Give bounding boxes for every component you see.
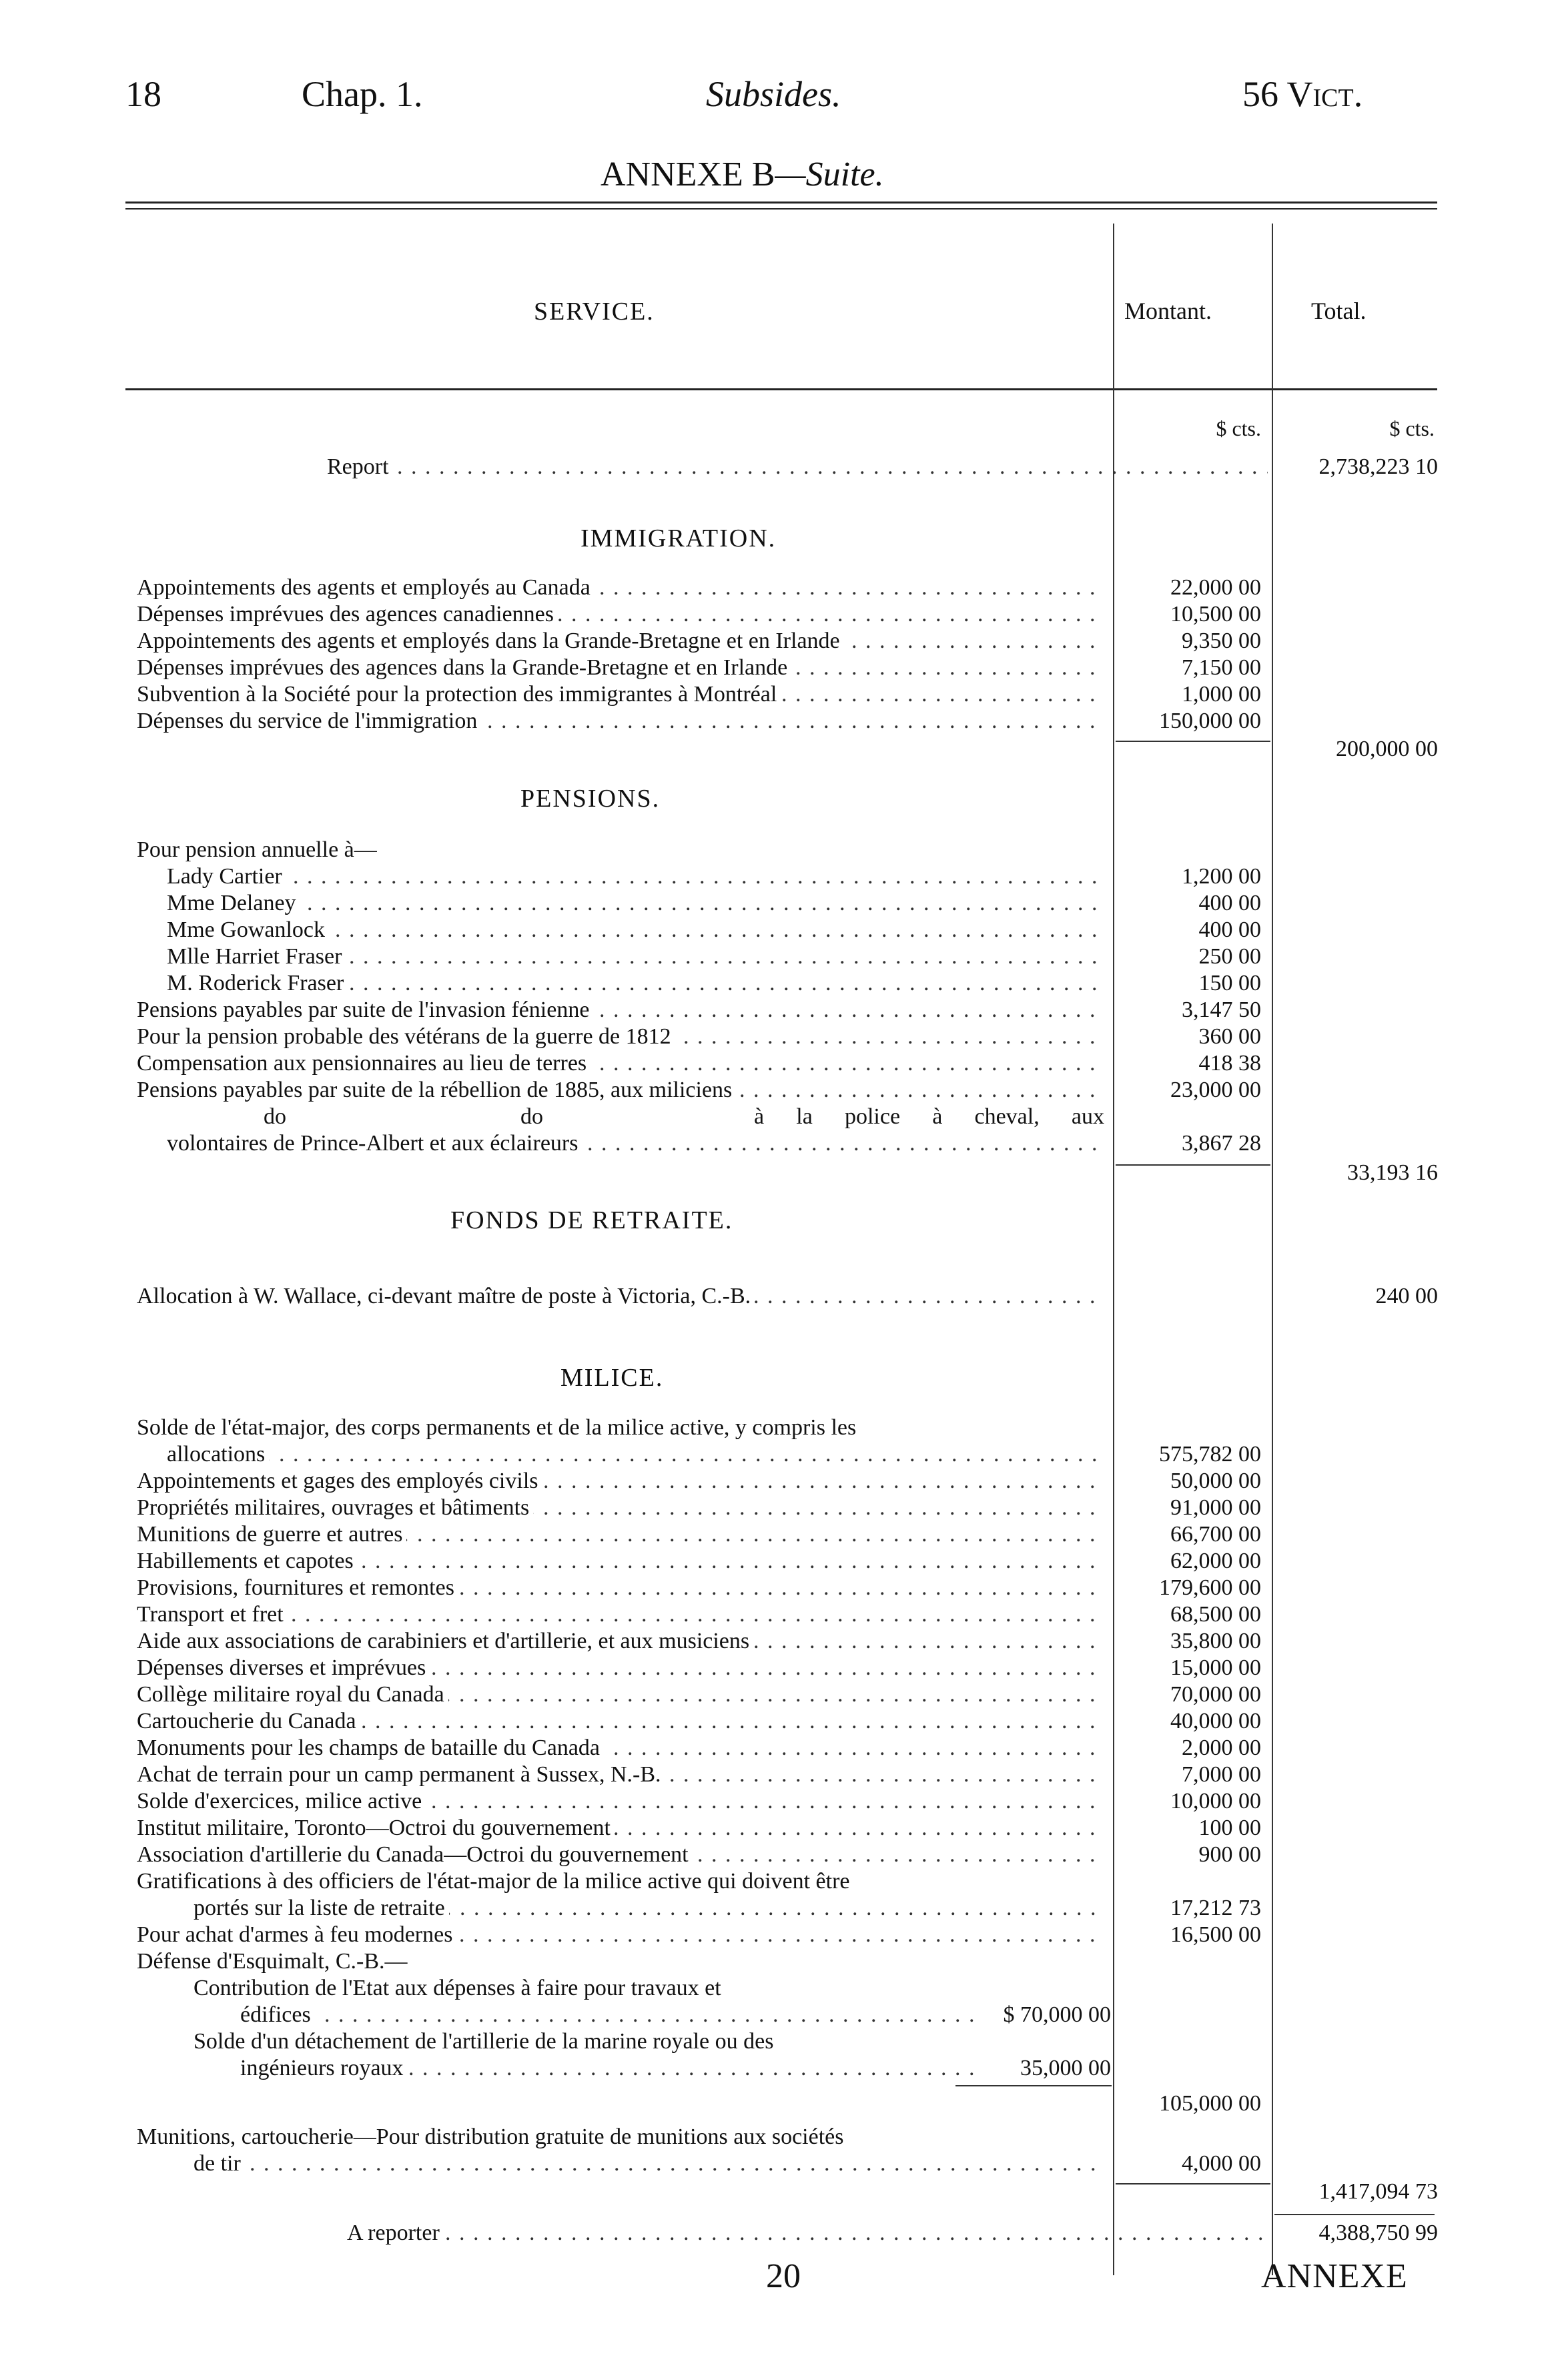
chapter-label: Chap. 1.	[302, 74, 423, 114]
table-row	[0, 657, 1556, 679]
table-row	[0, 1079, 1556, 1102]
row-label: Dépenses imprévues des agences dans la Grande-Bretagne et en Irlande	[137, 657, 791, 679]
row-amount: 22,000 00	[1170, 575, 1261, 600]
row-amount: 17,212 73	[1170, 1896, 1261, 1920]
row-label: Munitions de guerre et autres	[137, 1523, 406, 1546]
row-label: Cartoucherie du Canada	[137, 1710, 360, 1733]
row-label: Pensions payables par suite de la rébellion de 1885, aux miliciens	[137, 1079, 736, 1102]
row-label: Appointements des agents et employés au Canada	[137, 576, 595, 599]
table-row	[0, 865, 1556, 888]
report-total: 2,738,223 10	[1318, 454, 1438, 479]
row-amount: 400 00	[1198, 891, 1261, 915]
page-number: 18	[125, 74, 161, 114]
row-amount: 150 00	[1198, 971, 1261, 996]
row-label: Institut militaire, Toronto—Octroi du gouvernement	[137, 1817, 615, 1840]
section-heading-pensions: PENSIONS.	[520, 785, 661, 813]
row-label-line1: Munitions, cartoucherie—Pour distribution gratuite de munitions aux sociétés	[137, 2126, 847, 2148]
section-heading-milice: MILICE.	[560, 1364, 664, 1392]
row-amount: 1,200 00	[1182, 864, 1261, 889]
table-row	[0, 1897, 1556, 1920]
table-row	[0, 2030, 1556, 2053]
table-row	[0, 2126, 1556, 2148]
row-amount: 2,000 00	[1182, 1735, 1261, 1760]
immigration-total: 200,000 00	[1336, 737, 1438, 761]
row-label: Mlle Harriet Fraser	[167, 945, 346, 968]
table-row	[0, 1924, 1556, 1946]
section-heading-retraite: FONDS DE RETRAITE.	[450, 1206, 733, 1234]
pensions-intro: Pour pension annuelle à—	[137, 839, 381, 861]
row-amount: 250 00	[1198, 944, 1261, 969]
grand-total-rule	[1274, 2214, 1435, 2215]
row-label: Pensions payables par suite de l'invasion fénienne	[137, 999, 593, 1022]
row-label-line2: de tir	[193, 2152, 245, 2175]
table-row	[0, 1844, 1556, 1866]
row-label: Propriétés militaires, ouvrages et bâtiments	[137, 1497, 533, 1519]
table-row	[0, 1285, 1556, 1308]
annex-title	[601, 155, 884, 194]
ditto-row	[0, 1106, 1556, 1128]
esquimalt-total: 105,000 00	[1159, 2091, 1261, 2116]
row-amount: 66,700 00	[1170, 1522, 1261, 1547]
row-label-line1: Solde d'un détachement de l'artillerie de la marine royale ou des	[193, 2030, 777, 2053]
header-rule-top	[125, 202, 1437, 204]
row-amount: 91,000 00	[1170, 1495, 1261, 1520]
montant-unit: $ cts.	[1216, 416, 1261, 440]
pensions-total: 33,193 16	[1347, 1160, 1438, 1185]
table-row	[0, 1657, 1556, 1679]
row-label-line1: Gratifications à des officiers de l'état-major de la milice active qui doivent être	[137, 1870, 854, 1893]
row-label-line2: portés sur la liste de retraite	[193, 1897, 449, 1920]
table-row	[0, 1417, 1556, 1439]
table-row	[0, 1683, 1556, 1706]
milice-total: 1,417,094 73	[1318, 2179, 1438, 2204]
row-label: Mme Gowanlock	[167, 919, 329, 941]
running-title: Subsides.	[706, 74, 841, 114]
row-label: Achat de terrain pour un camp permanent à Sussex, N.-B.	[137, 1763, 665, 1786]
table-row	[0, 576, 1556, 599]
table-row	[0, 919, 1556, 941]
row-amount: 10,500 00	[1170, 602, 1261, 627]
row-amount: 15,000 00	[1170, 1655, 1261, 1680]
row-amount: 900 00	[1198, 1842, 1261, 1867]
row-label-line2: ingénieurs royaux	[240, 2057, 408, 2080]
row-label: Association d'artillerie du Canada—Octroi du gouvernement	[137, 1844, 693, 1866]
row-amount: 62,000 00	[1170, 1549, 1261, 1573]
row-amount: 50,000 00	[1170, 1469, 1261, 1493]
ditto-2: do	[520, 1104, 543, 1129]
row-amount: 40,000 00	[1170, 1709, 1261, 1733]
subtotal-rule	[955, 2085, 1112, 2086]
row-label: Dépenses imprévues des agences canadiennes	[137, 603, 558, 626]
table-row	[0, 1523, 1556, 1546]
report-label: Report	[327, 456, 393, 478]
row-label-line1: Solde de l'état-major, des corps permanents et de la milice active, y compris les	[137, 1417, 860, 1439]
row-label: Mme Delaney	[167, 892, 300, 915]
row-amount: 418 38	[1198, 1051, 1261, 1076]
table-row	[0, 1052, 1556, 1075]
row-amount: 100 00	[1198, 1816, 1261, 1840]
row-label: Pour achat d'armes à feu modernes	[137, 1924, 456, 1946]
row-amount: 68,500 00	[1170, 1602, 1261, 1627]
table-row	[0, 603, 1556, 626]
ditto-continuation: à la police à cheval, aux	[754, 1104, 1104, 1129]
row-label: Provisions, fournitures et remontes	[137, 1577, 458, 1599]
row-label: Appointements des agents et employés dans la Grande-Bretagne et en Irlande	[137, 630, 844, 653]
section-total-row	[0, 2180, 1556, 2203]
row-amount: 35,800 00	[1170, 1629, 1261, 1653]
row-amount: 150,000 00	[1159, 709, 1261, 733]
row-amount: 7,150 00	[1182, 655, 1261, 680]
table-row	[0, 1443, 1556, 1466]
header-rule-bottom	[125, 388, 1437, 390]
row-label-line1: Contribution de l'Etat aux dépenses à faire pour travaux et	[193, 1977, 725, 2000]
row-label: Collège militaire royal du Canada	[137, 1683, 448, 1706]
report-row	[0, 456, 1556, 478]
row-label-line2: allocations	[167, 1443, 269, 1466]
a-reporter-label: A reporter	[347, 2222, 444, 2245]
column-heading-service: SERVICE.	[534, 298, 655, 326]
row-label: Habillements et capotes	[137, 1550, 358, 1573]
carry-forward-row	[0, 2222, 1556, 2245]
table-row	[0, 1790, 1556, 1813]
table-row	[0, 1497, 1556, 1519]
annex-name: ANNEXE B	[601, 155, 775, 193]
row-label: Transport et fret	[137, 1603, 288, 1626]
row-label: Solde d'exercices, milice active	[137, 1790, 426, 1813]
column-heading-total: Total.	[1311, 298, 1367, 324]
table-row	[0, 1577, 1556, 1599]
annex-suite: —Suite.	[775, 155, 884, 193]
row-sub-amount: 35,000 00	[1020, 2056, 1111, 2080]
row-label: volontaires de Prince-Albert et aux éclaireurs	[167, 1132, 582, 1155]
page-footer-number: 20	[766, 2257, 801, 2295]
row-amount: 3,867 28	[1182, 1131, 1261, 1156]
row-label: Compensation aux pensionnaires au lieu de terres	[137, 1052, 591, 1075]
row-label: Dépenses diverses et imprévues	[137, 1657, 430, 1679]
row-amount: 10,000 00	[1170, 1789, 1261, 1814]
row-amount: 9,350 00	[1182, 629, 1261, 653]
table-row	[0, 1470, 1556, 1493]
table-row	[0, 1132, 1556, 1155]
row-label: Appointements et gages des employés civils	[137, 1470, 542, 1493]
regnal-year: 56 Vict.	[1242, 74, 1363, 114]
table-row	[0, 1026, 1556, 1048]
row-label: Pour la pension probable des vétérans de la guerre de 1812	[137, 1026, 675, 1048]
table-row	[0, 1550, 1556, 1573]
table-row	[0, 1630, 1556, 1653]
row-label: Subvention à la Société pour la protection des immigrantes à Montréal	[137, 683, 781, 706]
row-label-line2: édifices	[240, 2004, 315, 2026]
row-label: Lady Cartier	[167, 865, 286, 888]
table-row	[0, 2092, 1556, 2115]
row-amount: 4,000 00	[1182, 2151, 1261, 2176]
row-amount: 7,000 00	[1182, 1762, 1261, 1787]
column-heading-montant: Montant.	[1124, 298, 1212, 324]
table-row	[0, 972, 1556, 995]
grand-total: 4,388,750 99	[1318, 2221, 1438, 2245]
retraite-total: 240 00	[1375, 1284, 1438, 1308]
table-row	[0, 839, 1556, 861]
table-row	[0, 2004, 1556, 2026]
row-label: Monuments pour les champs de bataille du Canada	[137, 1737, 604, 1759]
row-amount: 16,500 00	[1170, 1922, 1261, 1947]
table-row	[0, 892, 1556, 915]
table-row	[0, 999, 1556, 1022]
row-amount: 400 00	[1198, 917, 1261, 942]
table-row	[0, 1950, 1556, 1973]
row-amount: 575,782 00	[1159, 1442, 1261, 1467]
row-label: Aide aux associations de carabiniers et d'artillerie, et aux musiciens	[137, 1630, 753, 1653]
section-heading-immigration: IMMIGRATION.	[580, 524, 777, 552]
row-label: M. Roderick Fraser	[167, 972, 348, 995]
row-sub-amount: $ 70,000 00	[1003, 2002, 1111, 2027]
table-row	[0, 1817, 1556, 1840]
total-unit: $ cts.	[1389, 416, 1435, 440]
row-amount: 1,000 00	[1182, 682, 1261, 707]
row-amount: 23,000 00	[1170, 1078, 1261, 1102]
table-row	[0, 2152, 1556, 2175]
row-label: Allocation à W. Wallace, ci-devant maître de poste à Victoria, C.-B.	[137, 1285, 755, 1308]
table-row	[0, 630, 1556, 653]
table-row	[0, 1737, 1556, 1759]
table-row	[0, 1710, 1556, 1733]
row-amount: 179,600 00	[1159, 1575, 1261, 1600]
catchword: ANNEXE	[1261, 2257, 1408, 2295]
table-row	[0, 710, 1556, 733]
table-row	[0, 1870, 1556, 1893]
table-row	[0, 945, 1556, 968]
row-amount: 360 00	[1198, 1024, 1261, 1049]
row-label: Dépenses du service de l'immigration	[137, 710, 481, 733]
esquimalt-heading: Défense d'Esquimalt, C.-B.—	[137, 1950, 412, 1973]
section-total-row	[0, 738, 1556, 761]
section-total-row	[0, 1162, 1556, 1184]
header-rule-top-2	[125, 208, 1437, 210]
row-amount: 70,000 00	[1170, 1682, 1261, 1707]
table-row	[0, 1977, 1556, 2000]
table-row	[0, 1603, 1556, 1626]
table-row	[0, 2057, 1556, 2080]
ditto-1: do	[264, 1104, 286, 1129]
table-row	[0, 1763, 1556, 1786]
table-row	[0, 683, 1556, 706]
row-amount: 3,147 50	[1182, 998, 1261, 1022]
